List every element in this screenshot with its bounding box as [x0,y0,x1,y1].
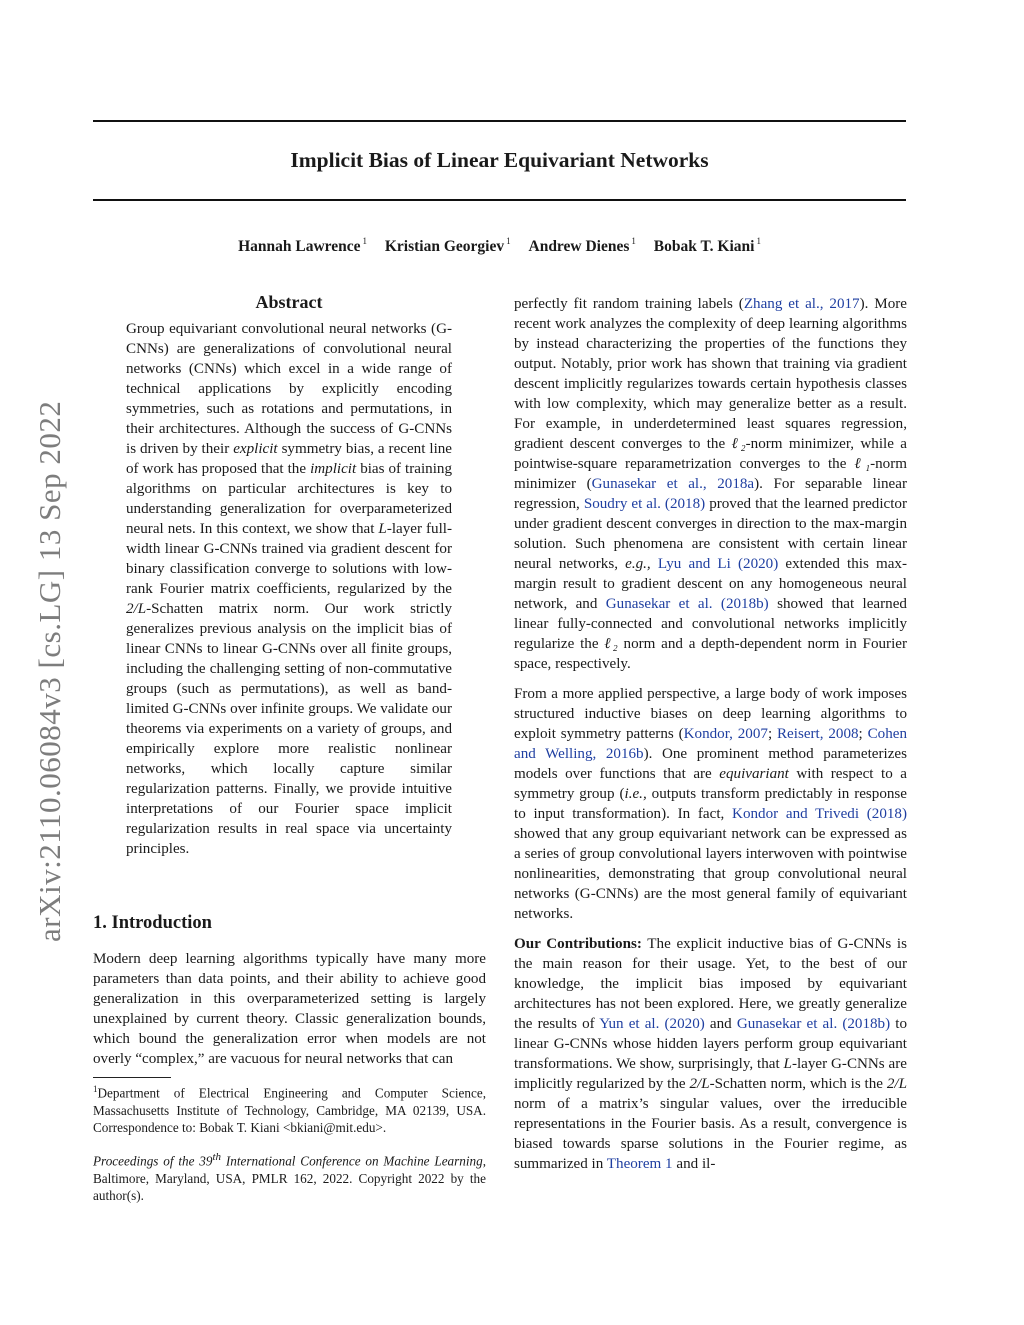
author-name: Hannah Lawrence $^1$ [238,236,367,255]
citation-link[interactable]: Yun et al. (2020) [599,1016,705,1032]
citation-link[interactable]: Reisert, 2008 [776,726,859,742]
author-name: Andrew Dienes $^1$ [528,236,636,255]
citation-link[interactable]: Lyu and Li (2020) [657,556,779,572]
title-bottom-rule [93,199,906,201]
arxiv-identifier: arXiv:2110.06084v3 [cs.LG] 13 Sep 2022 [32,400,67,942]
citation-link[interactable]: Kondor and Trivedi (2018) [732,806,907,822]
affiliation-footnote: $^1$Department of Electrical Engineering and Computer Science, Massachusetts Institute of Technology, Cambridge, MA 02139, USA. Correspondence to: Bobak T. Kiani <bkiani@mit.edu>. [93,1084,486,1136]
author-name: Kristian Georgiev $^1$ [384,236,511,255]
paragraph-applied-perspective: From a more applied perspective, a large body of work imposes structured inductive biases on deep learning algorithms to exploit symmetry patterns (Kondor, 2007; Reisert, 2008; Cohen and Welling, 2016b). One prominent method parameterizes models over functions that are equivariant with respect to a symmetry group (i.e., outputs transform predictably in response to input transformation). In fact, Kondor and Trivedi (2018) showed that any group equivariant network can be expressed as a series of group convolutional layers interwoven with pointwise nonlinearities, demonstrating that group convolutional neural networks (G-CNNs) are the most general family of equivariant networks. [514,686,908,922]
section-heading-introduction: 1. Introduction [93,913,212,933]
abstract-text: Group equivariant convolutional neural networks (G-CNNs) are generalizations of convolutional neural networks (CNNs) which excel in a wide range of technical applications by explicitly encoding symmetries, such as rotations and permutations, in their architectures. Although the success of G-CNNs is driven by their explicit symmetry bias, a recent line of work has proposed that the implicit bias of training algorithms on particular architectures is key to understanding generalization for overparameterized neural nets. In this context, we show that L-layer full-width linear G-CNNs trained via gradient descent for binary classification converge to solutions with low-rank Fourier matrix coefficients, regularized by the 2/L-Schatten matrix norm. Our work strictly generalizes previous analysis on the implicit bias of linear CNNs to linear G-CNNs over all finite groups, including the challenging setting of non-commutative groups (such as permutations), as well as band-limited G-CNNs over infinite groups. We validate our theorems via experiments on a variety of groups, and empirically explore more realistic nonlinear networks, which locally capture similar regularization patterns. Finally, we provide intuitive interpretations of our Fourier space implicit regularization results in real space via uncertainty principles. [126,321,453,857]
abstract-heading: Abstract [255,292,323,312]
citation-link[interactable]: Soudry et al. (2018) [583,496,706,512]
citation-link[interactable]: Gunasekar et al. (2018b) [605,596,769,612]
proceedings-note: Proceedings of the 39th International Conference on Machine Learning, Baltimore, Maryland, USA, PMLR 162, 2022. Copyright 2022 by the author(s). [93,1151,487,1204]
title-top-rule [93,120,906,122]
theorem-link[interactable]: Theorem 1 [606,1156,673,1172]
footnote-rule [93,1077,171,1078]
citation-link[interactable]: Gunasekar et al. (2018b) [736,1016,891,1032]
paragraph-implicit-bias: perfectly fit random training labels (Zhang et al., 2017). More recent work analyzes the complexity of deep learning algorithms by instead characterizing the properties of the functions they output. Notably, prior work has shown that training via gradient descent implicitly regularizes towards certain hypothesis classes with low complexity, which may generalize better as a result. For example, in underdetermined least squares regression, gradient descent converges to the ℓ₂-norm minimizer, while a pointwise-square reparametrization converges to the ℓ₁-norm minimizer (Gunasekar et al., 2018a). For separable linear regression, Soudry et al. (2018) proved that the learned predictor under gradient descent converges in direction to the max-margin solution. Such phenomena are consistent with certain linear neural networks, e.g., Lyu and Li (2020) extended this max-margin result to gradient descent on any homogeneous neural network, and Gunasekar et al. (2018b) showed that learned linear fully-connected and convolutional networks implicitly regularize the ℓ₂ norm and a depth-dependent norm in Fourier space, respectively. [514,296,908,672]
right-column [514,294,907,1184]
citation-link[interactable]: Gunasekar et al., 2018a [591,476,755,492]
citation-link[interactable]: Cohen and Welling, 2016b [514,726,908,762]
introduction-text: Modern deep learning algorithms typically have many more parameters than data points, and their ability to achieve good generalization in this overparameterized setting is largely unexplained by current theory. Classic generalization bounds, which bound the generalization error when models are not overly “complex,” are vacuous for neural networks that can [93,951,486,1067]
author-name: Bobak T. Kiani $^1$ [653,236,761,255]
author-list [93,236,906,256]
citation-link[interactable]: Kondor, 2007 [683,726,768,742]
paragraph-contributions: Our Contributions: The explicit inductive bias of G-CNNs is the main reason for their usage. Yet, to the best of our knowledge, the implicit bias imposed by equivariant architectures has not been explored. Here, we greatly generalize the results of Yun et al. (2020) and Gunasekar et al. (2018b) to linear G-CNNs whose hidden layers perform group equivariant transformations. We show, surprisingly, that L-layer G-CNNs are implicitly regularized by the 2/L-Schatten norm, which is the 2/L norm of a matrix’s singular values, over the irreducible representations in the Fourier basis. As a result, convergence is biased towards sparse solutions in the Fourier regime, as summarized in Theorem 1 and il- [514,936,908,1172]
citation-link[interactable]: Zhang et al., 2017 [743,296,860,312]
paper-title: Implicit Bias of Linear Equivariant Networks [290,148,709,172]
